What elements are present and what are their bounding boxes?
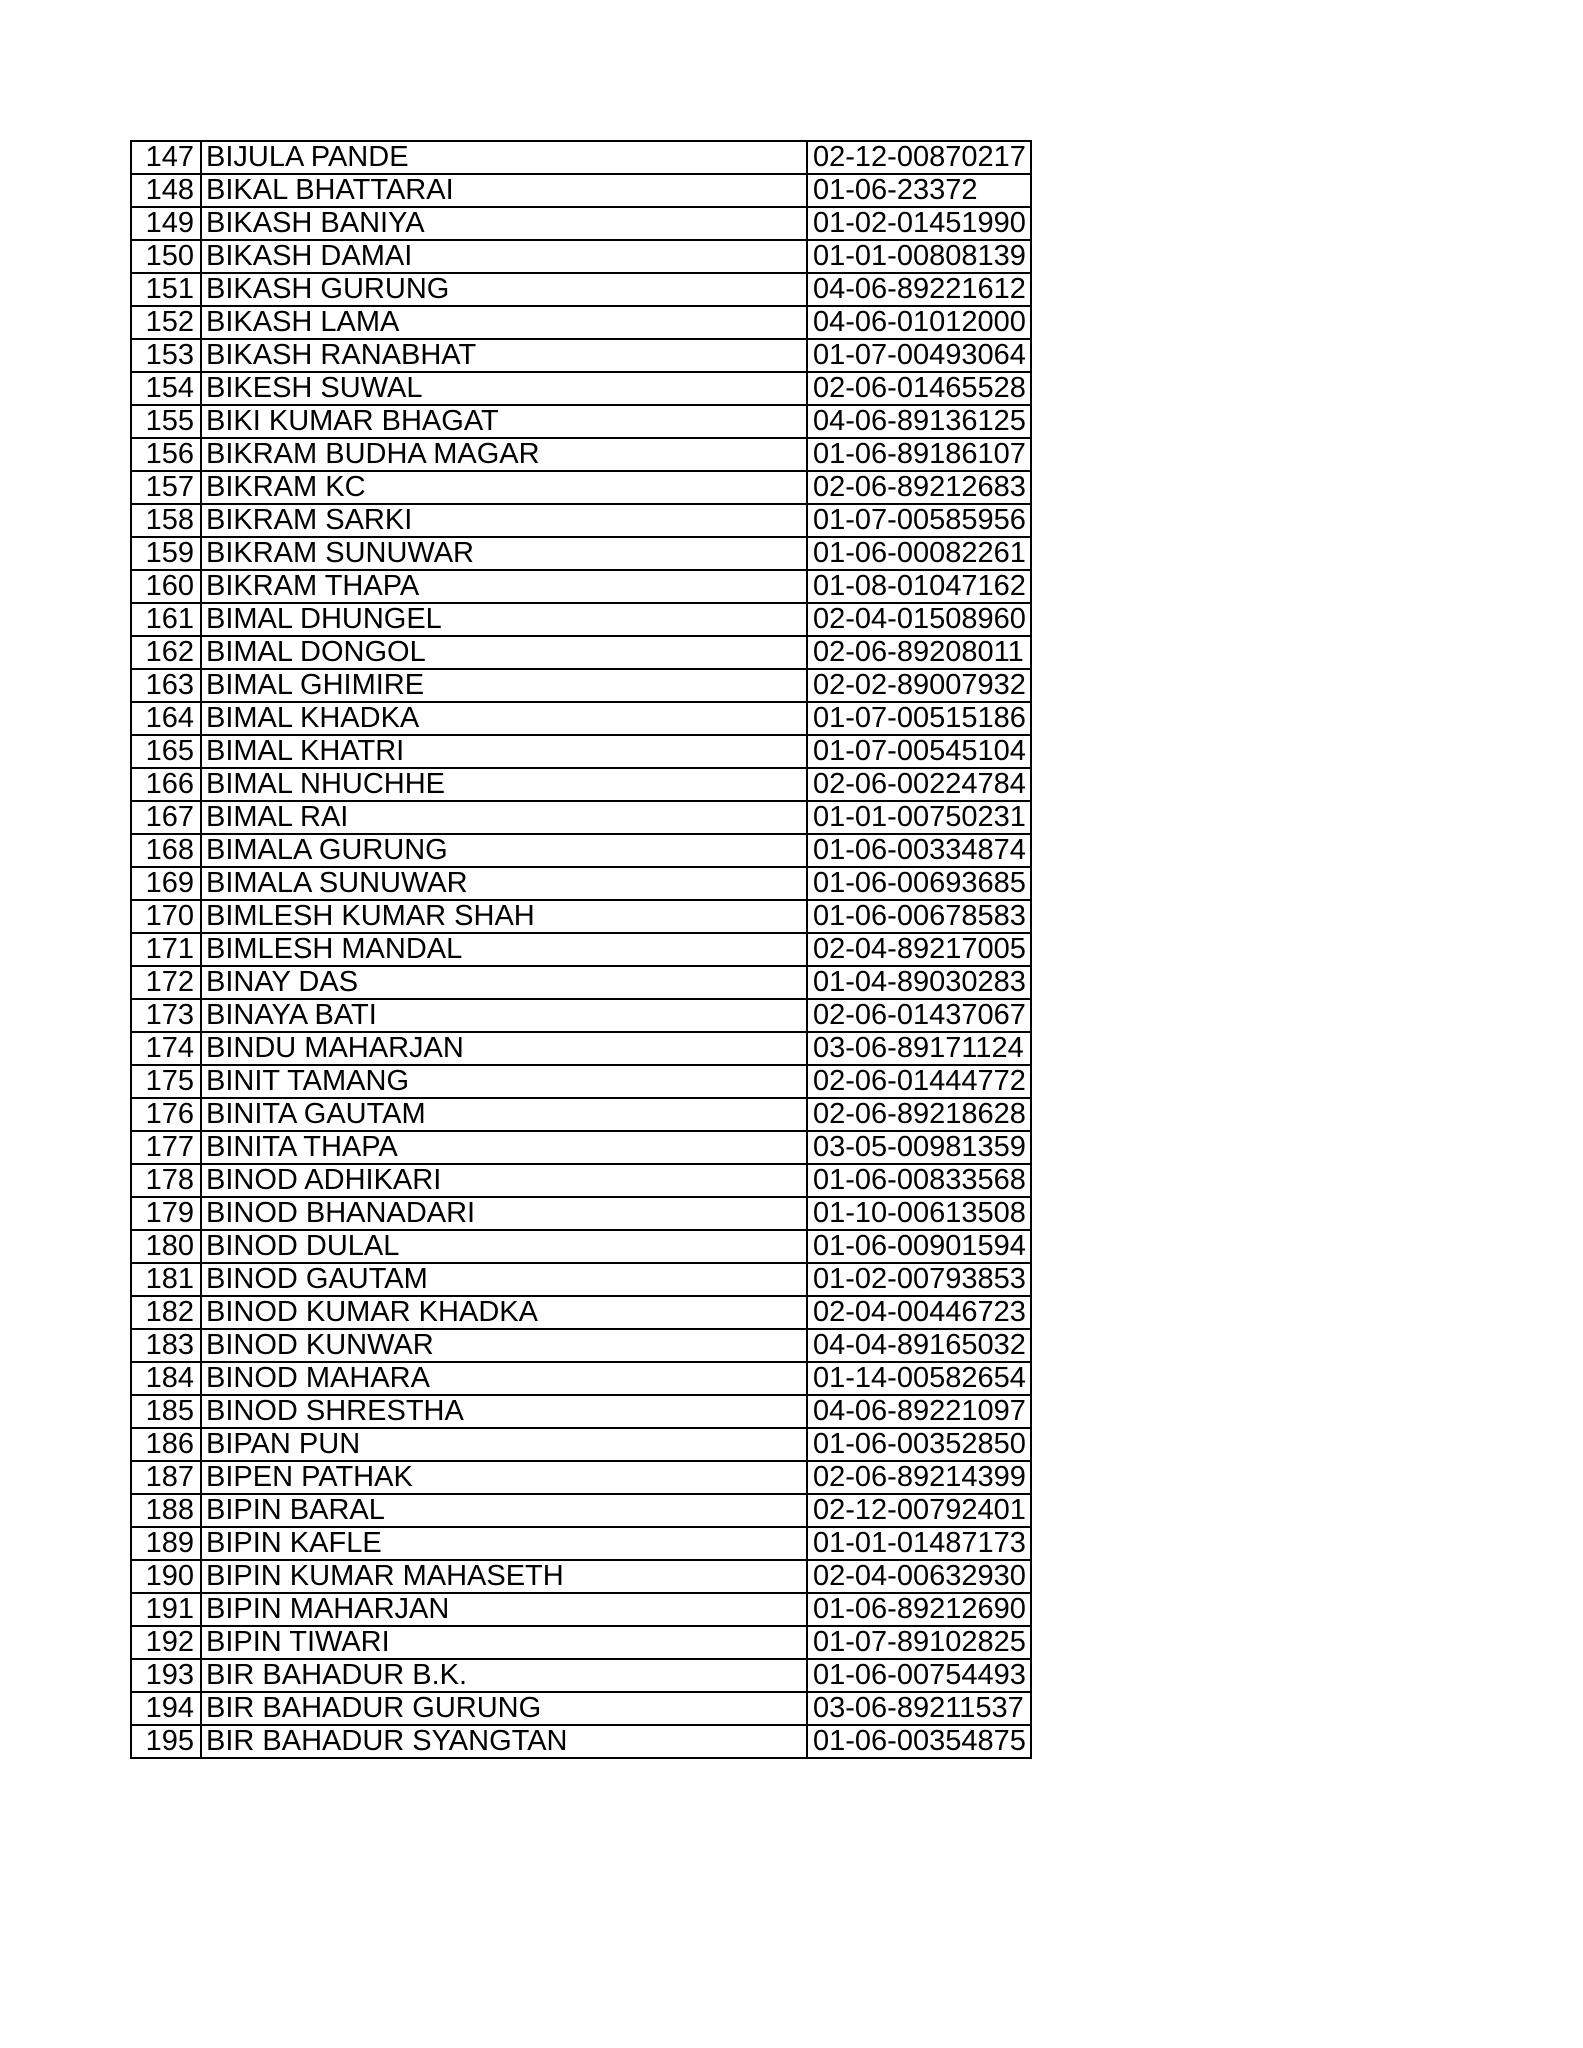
table-row <box>131 834 1031 867</box>
id-code-cell: 01-07-89102825 <box>807 1626 1031 1659</box>
name-cell: BIKASH LAMA <box>201 306 807 339</box>
id-code-cell: 01-06-00678583 <box>807 900 1031 933</box>
serial-number-cell: 165 <box>131 735 201 768</box>
name-list-table <box>130 140 1032 1759</box>
name-cell: BIPIN BARAL <box>201 1494 807 1527</box>
serial-number-cell: 163 <box>131 669 201 702</box>
name-cell: BIPIN MAHARJAN <box>201 1593 807 1626</box>
name-list-body <box>131 141 1031 1758</box>
name-cell: BIKASH DAMAI <box>201 240 807 273</box>
serial-number-cell: 166 <box>131 768 201 801</box>
serial-number-cell: 174 <box>131 1032 201 1065</box>
id-code-cell: 01-06-00334874 <box>807 834 1031 867</box>
table-row <box>131 537 1031 570</box>
name-cell: BINDU MAHARJAN <box>201 1032 807 1065</box>
name-cell: BIKAL BHATTARAI <box>201 174 807 207</box>
name-cell: BIMALA GURUNG <box>201 834 807 867</box>
serial-number-cell: 172 <box>131 966 201 999</box>
table-row <box>131 1098 1031 1131</box>
serial-number-cell: 162 <box>131 636 201 669</box>
serial-number-cell: 150 <box>131 240 201 273</box>
name-cell: BINOD GAUTAM <box>201 1263 807 1296</box>
id-code-cell: 02-04-89217005 <box>807 933 1031 966</box>
serial-number-cell: 155 <box>131 405 201 438</box>
serial-number-cell: 173 <box>131 999 201 1032</box>
table-row <box>131 372 1031 405</box>
id-code-cell: 01-07-00585956 <box>807 504 1031 537</box>
table-row <box>131 1593 1031 1626</box>
name-cell: BINOD MAHARA <box>201 1362 807 1395</box>
id-code-cell: 01-08-01047162 <box>807 570 1031 603</box>
id-code-cell: 01-06-23372 <box>807 174 1031 207</box>
id-code-cell: 02-06-89208011 <box>807 636 1031 669</box>
name-cell: BIMAL RAI <box>201 801 807 834</box>
id-code-cell: 01-06-89212690 <box>807 1593 1031 1626</box>
table-row <box>131 1527 1031 1560</box>
name-cell: BIMAL GHIMIRE <box>201 669 807 702</box>
id-code-cell: 01-06-00693685 <box>807 867 1031 900</box>
serial-number-cell: 168 <box>131 834 201 867</box>
serial-number-cell: 147 <box>131 141 201 174</box>
id-code-cell: 02-12-00792401 <box>807 1494 1031 1527</box>
table-row <box>131 1725 1031 1758</box>
table-row <box>131 405 1031 438</box>
name-cell: BINOD KUNWAR <box>201 1329 807 1362</box>
id-code-cell: 02-04-00632930 <box>807 1560 1031 1593</box>
serial-number-cell: 171 <box>131 933 201 966</box>
table-row <box>131 966 1031 999</box>
id-code-cell: 01-07-00493064 <box>807 339 1031 372</box>
table-row <box>131 636 1031 669</box>
table-row <box>131 339 1031 372</box>
id-code-cell: 02-06-89214399 <box>807 1461 1031 1494</box>
serial-number-cell: 158 <box>131 504 201 537</box>
serial-number-cell: 186 <box>131 1428 201 1461</box>
id-code-cell: 02-06-01465528 <box>807 372 1031 405</box>
id-code-cell: 01-06-00082261 <box>807 537 1031 570</box>
name-cell: BINOD BHANADARI <box>201 1197 807 1230</box>
serial-number-cell: 187 <box>131 1461 201 1494</box>
table-row <box>131 273 1031 306</box>
table-row <box>131 999 1031 1032</box>
serial-number-cell: 184 <box>131 1362 201 1395</box>
table-row <box>131 1164 1031 1197</box>
table-row <box>131 306 1031 339</box>
id-code-cell: 01-04-89030283 <box>807 966 1031 999</box>
id-code-cell: 02-06-89218628 <box>807 1098 1031 1131</box>
id-code-cell: 02-12-00870217 <box>807 141 1031 174</box>
serial-number-cell: 175 <box>131 1065 201 1098</box>
name-cell: BIR BAHADUR SYANGTAN <box>201 1725 807 1758</box>
table-row <box>131 471 1031 504</box>
name-cell: BINOD DULAL <box>201 1230 807 1263</box>
serial-number-cell: 183 <box>131 1329 201 1362</box>
id-code-cell: 02-06-01437067 <box>807 999 1031 1032</box>
serial-number-cell: 192 <box>131 1626 201 1659</box>
id-code-cell: 01-02-00793853 <box>807 1263 1031 1296</box>
table-row <box>131 1560 1031 1593</box>
table-row <box>131 1428 1031 1461</box>
serial-number-cell: 153 <box>131 339 201 372</box>
table-row <box>131 1461 1031 1494</box>
serial-number-cell: 157 <box>131 471 201 504</box>
serial-number-cell: 176 <box>131 1098 201 1131</box>
id-code-cell: 04-04-89165032 <box>807 1329 1031 1362</box>
serial-number-cell: 193 <box>131 1659 201 1692</box>
id-code-cell: 01-06-89186107 <box>807 438 1031 471</box>
table-row <box>131 1065 1031 1098</box>
id-code-cell: 04-06-89221612 <box>807 273 1031 306</box>
name-cell: BIPIN KUMAR MAHASETH <box>201 1560 807 1593</box>
name-cell: BIMLESH KUMAR SHAH <box>201 900 807 933</box>
id-code-cell: 02-06-89212683 <box>807 471 1031 504</box>
table-row <box>131 1494 1031 1527</box>
id-code-cell: 02-02-89007932 <box>807 669 1031 702</box>
id-code-cell: 02-06-00224784 <box>807 768 1031 801</box>
table-row <box>131 504 1031 537</box>
name-cell: BIKESH SUWAL <box>201 372 807 405</box>
id-code-cell: 04-06-01012000 <box>807 306 1031 339</box>
name-cell: BIKASH RANABHAT <box>201 339 807 372</box>
serial-number-cell: 149 <box>131 207 201 240</box>
name-cell: BIMAL KHATRI <box>201 735 807 768</box>
name-cell: BINAYA BATI <box>201 999 807 1032</box>
name-cell: BINOD SHRESTHA <box>201 1395 807 1428</box>
name-cell: BIPEN PATHAK <box>201 1461 807 1494</box>
id-code-cell: 01-01-00750231 <box>807 801 1031 834</box>
table-row <box>131 900 1031 933</box>
name-cell: BIKI KUMAR BHAGAT <box>201 405 807 438</box>
serial-number-cell: 178 <box>131 1164 201 1197</box>
table-row <box>131 1131 1031 1164</box>
name-cell: BIPAN PUN <box>201 1428 807 1461</box>
serial-number-cell: 151 <box>131 273 201 306</box>
name-cell: BIKRAM KC <box>201 471 807 504</box>
name-cell: BIKASH BANIYA <box>201 207 807 240</box>
serial-number-cell: 191 <box>131 1593 201 1626</box>
table-row <box>131 207 1031 240</box>
table-row <box>131 933 1031 966</box>
table-row <box>131 1362 1031 1395</box>
serial-number-cell: 189 <box>131 1527 201 1560</box>
name-cell: BIKRAM SUNUWAR <box>201 537 807 570</box>
serial-number-cell: 170 <box>131 900 201 933</box>
id-code-cell: 04-06-89221097 <box>807 1395 1031 1428</box>
serial-number-cell: 156 <box>131 438 201 471</box>
table-row <box>131 438 1031 471</box>
serial-number-cell: 154 <box>131 372 201 405</box>
serial-number-cell: 161 <box>131 603 201 636</box>
serial-number-cell: 152 <box>131 306 201 339</box>
table-row <box>131 1395 1031 1428</box>
table-row <box>131 1230 1031 1263</box>
id-code-cell: 01-02-01451990 <box>807 207 1031 240</box>
table-row <box>131 174 1031 207</box>
name-cell: BIMALA SUNUWAR <box>201 867 807 900</box>
name-cell: BIKRAM SARKI <box>201 504 807 537</box>
id-code-cell: 01-10-00613508 <box>807 1197 1031 1230</box>
name-cell: BINOD ADHIKARI <box>201 1164 807 1197</box>
name-cell: BINITA THAPA <box>201 1131 807 1164</box>
id-code-cell: 02-06-01444772 <box>807 1065 1031 1098</box>
serial-number-cell: 148 <box>131 174 201 207</box>
id-code-cell: 01-06-00352850 <box>807 1428 1031 1461</box>
id-code-cell: 01-07-00545104 <box>807 735 1031 768</box>
serial-number-cell: 167 <box>131 801 201 834</box>
id-code-cell: 03-06-89171124 <box>807 1032 1031 1065</box>
serial-number-cell: 164 <box>131 702 201 735</box>
table-row <box>131 603 1031 636</box>
id-code-cell: 03-06-89211537 <box>807 1692 1031 1725</box>
table-row <box>131 801 1031 834</box>
id-code-cell: 01-07-00515186 <box>807 702 1031 735</box>
serial-number-cell: 194 <box>131 1692 201 1725</box>
id-code-cell: 02-04-00446723 <box>807 1296 1031 1329</box>
table-row <box>131 1626 1031 1659</box>
name-cell: BIMAL NHUCHHE <box>201 768 807 801</box>
serial-number-cell: 177 <box>131 1131 201 1164</box>
name-cell: BINAY DAS <box>201 966 807 999</box>
id-code-cell: 01-06-00354875 <box>807 1725 1031 1758</box>
table-row <box>131 1263 1031 1296</box>
name-cell: BIMAL KHADKA <box>201 702 807 735</box>
table-row <box>131 735 1031 768</box>
name-cell: BINIT TAMANG <box>201 1065 807 1098</box>
table-row <box>131 867 1031 900</box>
id-code-cell: 01-14-00582654 <box>807 1362 1031 1395</box>
name-cell: BIKASH GURUNG <box>201 273 807 306</box>
serial-number-cell: 195 <box>131 1725 201 1758</box>
id-code-cell: 01-06-00833568 <box>807 1164 1031 1197</box>
name-cell: BINOD KUMAR KHADKA <box>201 1296 807 1329</box>
name-cell: BIKRAM THAPA <box>201 570 807 603</box>
name-cell: BIMAL DHUNGEL <box>201 603 807 636</box>
table-row <box>131 1659 1031 1692</box>
id-code-cell: 03-05-00981359 <box>807 1131 1031 1164</box>
table-row <box>131 702 1031 735</box>
name-cell: BIMLESH MANDAL <box>201 933 807 966</box>
table-row <box>131 570 1031 603</box>
id-code-cell: 02-04-01508960 <box>807 603 1031 636</box>
serial-number-cell: 188 <box>131 1494 201 1527</box>
name-cell: BIPIN KAFLE <box>201 1527 807 1560</box>
serial-number-cell: 179 <box>131 1197 201 1230</box>
name-cell: BIR BAHADUR B.K. <box>201 1659 807 1692</box>
table-row <box>131 240 1031 273</box>
id-code-cell: 01-06-00754493 <box>807 1659 1031 1692</box>
serial-number-cell: 182 <box>131 1296 201 1329</box>
table-row <box>131 768 1031 801</box>
table-row <box>131 1197 1031 1230</box>
table-row <box>131 1692 1031 1725</box>
serial-number-cell: 159 <box>131 537 201 570</box>
name-cell: BIJULA PANDE <box>201 141 807 174</box>
id-code-cell: 01-06-00901594 <box>807 1230 1031 1263</box>
name-cell: BIKRAM BUDHA MAGAR <box>201 438 807 471</box>
id-code-cell: 01-01-01487173 <box>807 1527 1031 1560</box>
table-row <box>131 1329 1031 1362</box>
name-cell: BIR BAHADUR GURUNG <box>201 1692 807 1725</box>
serial-number-cell: 180 <box>131 1230 201 1263</box>
serial-number-cell: 160 <box>131 570 201 603</box>
name-cell: BIMAL DONGOL <box>201 636 807 669</box>
name-cell: BINITA GAUTAM <box>201 1098 807 1131</box>
table-row <box>131 669 1031 702</box>
serial-number-cell: 181 <box>131 1263 201 1296</box>
table-row <box>131 1032 1031 1065</box>
table-row <box>131 1296 1031 1329</box>
serial-number-cell: 185 <box>131 1395 201 1428</box>
table-row <box>131 141 1031 174</box>
id-code-cell: 04-06-89136125 <box>807 405 1031 438</box>
name-cell: BIPIN TIWARI <box>201 1626 807 1659</box>
id-code-cell: 01-01-00808139 <box>807 240 1031 273</box>
serial-number-cell: 169 <box>131 867 201 900</box>
serial-number-cell: 190 <box>131 1560 201 1593</box>
